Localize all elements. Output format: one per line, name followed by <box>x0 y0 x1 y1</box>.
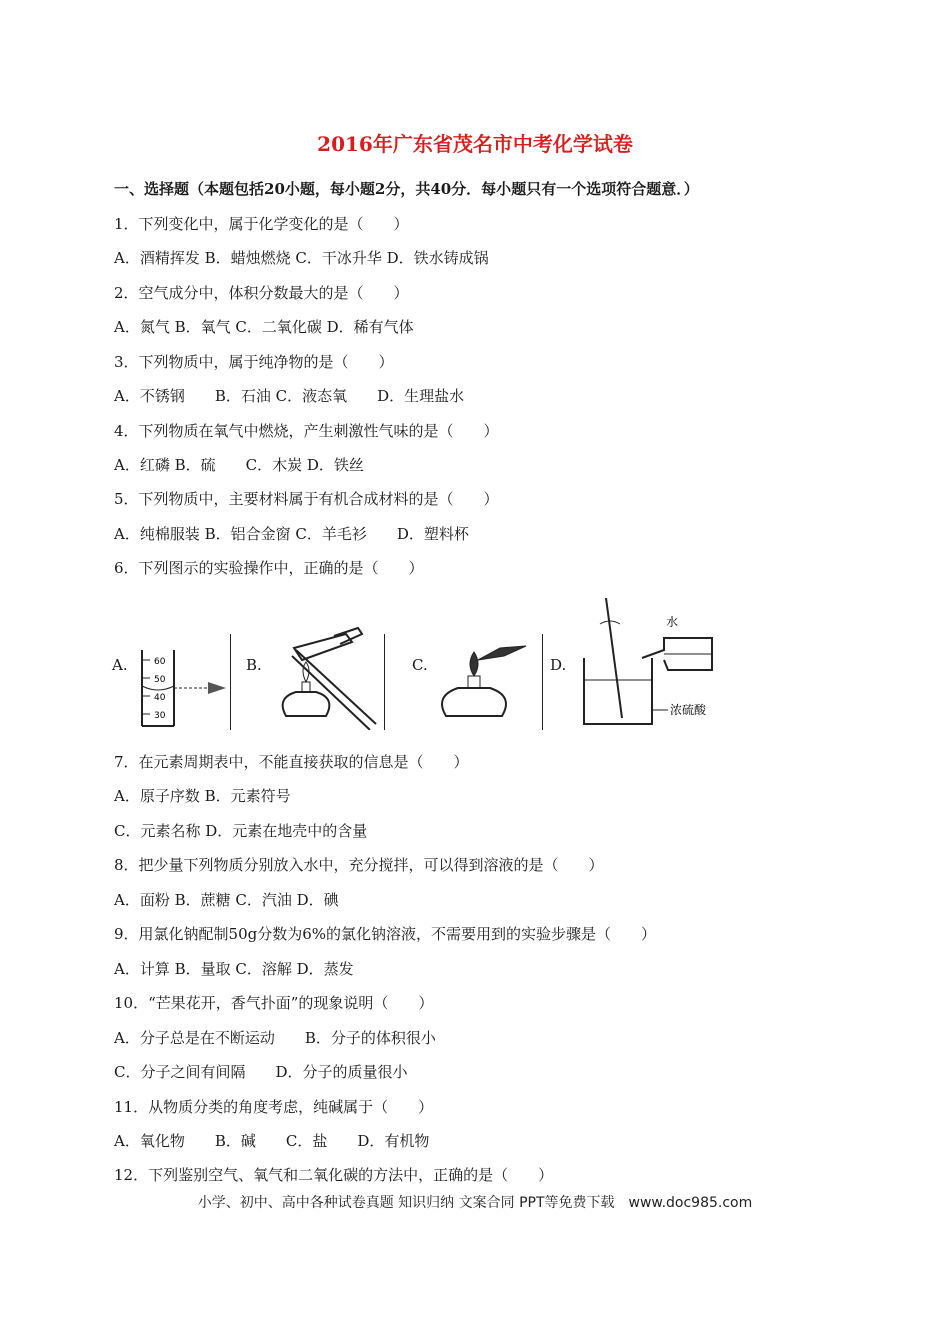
options-7a: A．原子序数 B．元素符号 <box>114 787 291 805</box>
question-10: 10．“芒果花开，香气扑面”的现象说明（ ） <box>114 994 434 1012</box>
figure-c <box>412 598 552 730</box>
question-2: 2．空气成分中，体积分数最大的是（ ） <box>114 284 409 302</box>
question-11: 11．从物质分类的角度考虑，纯碱属于（ ） <box>114 1098 434 1116</box>
figure-divider <box>542 634 543 730</box>
tick-40: 40 <box>154 693 166 703</box>
question-5: 5．下列物质中，主要材料属于有机合成材料的是（ ） <box>114 490 499 508</box>
figure-d <box>550 598 740 730</box>
options-3: A．不锈钢 B．石油 C．液态氧 D．生理盐水 <box>114 387 465 405</box>
options-4: A．红磷 B．硫 C．木炭 D．铁丝 <box>114 456 364 474</box>
options-2: A．氮气 B．氧气 C．二氧化碳 D．稀有气体 <box>114 318 414 336</box>
question-12: 12．下列鉴别空气、氧气和二氧化碳的方法中，正确的是（ ） <box>114 1166 554 1184</box>
alcohol-lamp-illustration <box>434 598 554 730</box>
page-footer: 小学、初中、高中各种试卷真题 知识归纳 文案合同 PPT等免费下载 www.doc985.com <box>197 1195 753 1211</box>
figure-b-label: B. <box>246 656 262 674</box>
question-6-figures <box>112 598 732 730</box>
figure-b <box>246 598 386 730</box>
options-9: A．计算 B．量取 C．溶解 D．蒸发 <box>114 960 354 978</box>
options-10b: C．分子之间有间隔 D．分子的质量很小 <box>114 1063 408 1081</box>
question-1: 1．下列变化中，属于化学变化的是（ ） <box>114 215 409 233</box>
question-7: 7．在元素周期表中，不能直接获取的信息是（ ） <box>114 753 469 771</box>
options-7b: C．元素名称 D．元素在地壳中的含量 <box>114 822 368 840</box>
section-heading: 一、选择题（本题包括20小题，每小题2分，共40分．每小题只有一个选项符合题意．） <box>114 180 699 198</box>
tick-50: 50 <box>154 675 166 685</box>
figure-d-label: D. <box>550 656 567 674</box>
options-8: A．面粉 B．蔗糖 C．汽油 D．碘 <box>114 891 339 909</box>
figure-divider <box>384 634 385 730</box>
figure-c-label: C. <box>412 656 428 674</box>
test-tube-heating-illustration <box>266 598 396 730</box>
graduated-cylinder-illustration <box>134 598 234 730</box>
options-5: A．纯棉服装 B．铝合金窗 C．羊毛衫 D．塑料杯 <box>114 525 469 543</box>
figure-divider <box>230 634 231 730</box>
options-10a: A．分子总是在不断运动 B．分子的体积很小 <box>114 1029 436 1047</box>
dilution-illustration <box>572 598 742 730</box>
question-8: 8．把少量下列物质分别放入水中，充分搅拌，可以得到溶液的是（ ） <box>114 856 604 874</box>
tick-60: 60 <box>154 657 166 667</box>
figure-a <box>112 598 232 730</box>
question-4: 4．下列物质在氧气中燃烧，产生刺激性气味的是（ ） <box>114 422 499 440</box>
figure-a-label: A. <box>112 656 128 674</box>
page-title: 2016年广东省茂名市中考化学试卷 <box>317 132 633 156</box>
options-1: A．酒精挥发 B．蜡烛燃烧 C．干冰升华 D．铁水铸成锅 <box>114 249 489 267</box>
water-label: 水 <box>666 615 679 629</box>
tick-30: 30 <box>154 711 166 721</box>
question-3: 3．下列物质中，属于纯净物的是（ ） <box>114 353 394 371</box>
question-6: 6．下列图示的实验操作中，正确的是（ ） <box>114 559 424 577</box>
question-9: 9．用氯化钠配制50g分数为6%的氯化钠溶液，不需要用到的实验步骤是（ ） <box>114 925 657 943</box>
options-11: A．氧化物 B．碱 C．盐 D．有机物 <box>114 1132 430 1150</box>
acid-label: 浓硫酸 <box>670 703 707 717</box>
